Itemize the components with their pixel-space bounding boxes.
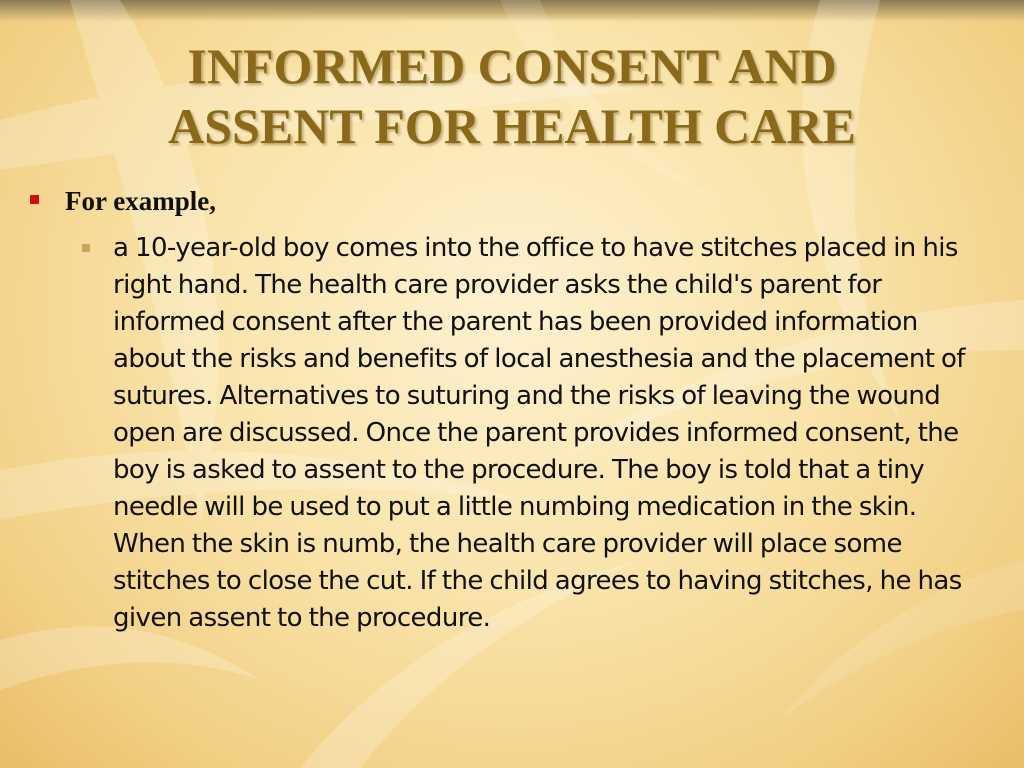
bullet-level-2-text: a 10-year-old boy comes into the office to have stitches placed in his right hand. The health care provider asks the child's parent for informed consent after the parent has been provided information about the risks and benefits of local anesthesia and the placement of sutures. Alternatives to suturing and the risks of leaving the wound open are discussed. Once the parent provides informed consent, the boy is asked to assent to the procedure. The boy is told that a tiny needle will be used to put a little numbing medication in the skin. When the skin is numb, the health care provider will place some stitches to close the cut. If the child agrees to having stitches, he has given assent to the procedure.: [113, 233, 965, 633]
slide-title: [40, 36, 984, 156]
tan-square-bullet-icon: [82, 244, 90, 252]
bullet-level-1: [30, 186, 216, 217]
bullet-level-2: [80, 230, 995, 637]
bullet-level-1-text: For example,: [65, 186, 216, 216]
red-square-bullet-icon: [30, 195, 39, 204]
title-line-2: ASSENT FOR HEALTH CARE: [168, 98, 856, 154]
title-line-1: INFORMED CONSENT AND: [187, 38, 837, 94]
